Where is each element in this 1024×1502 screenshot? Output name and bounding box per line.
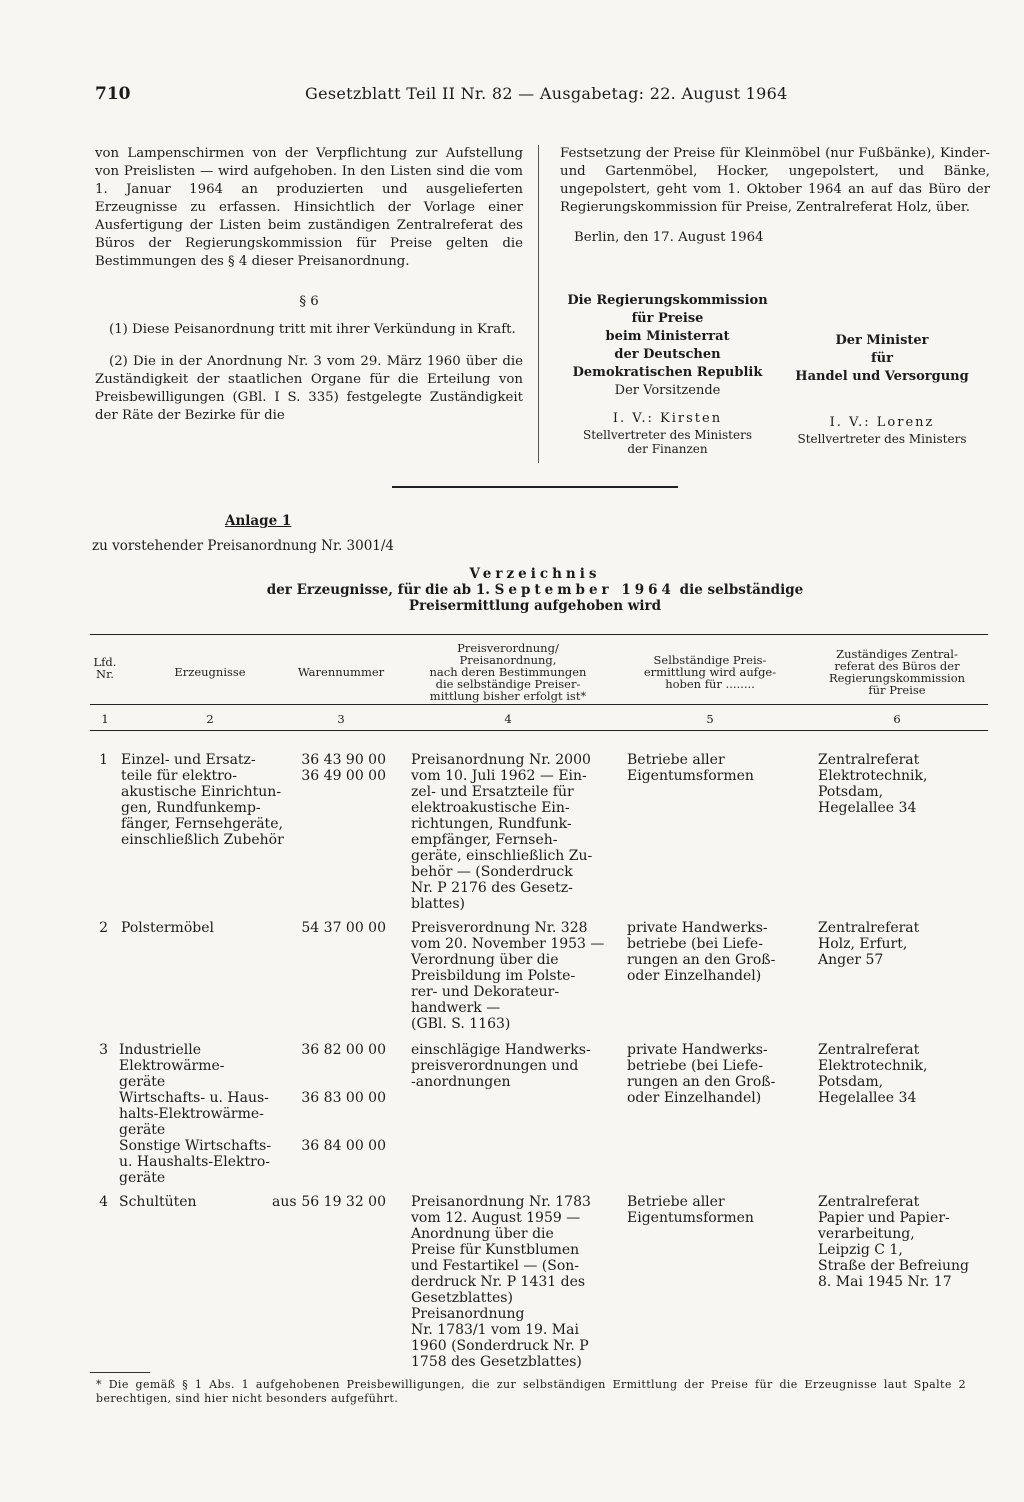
row-3-zu-4: Hegelallee 34 (818, 1090, 917, 1106)
row-4-zu-5: Straße der Befreiung (818, 1258, 969, 1274)
row-3-wn-3: 36 84 00 00 (301, 1138, 386, 1154)
sig-left-org-1: Die Regierungskommission (567, 293, 768, 308)
row-1-pv-1: Preisanordnung Nr. 2000 (411, 752, 591, 768)
row-3-nr: 3 (99, 1042, 108, 1058)
row-4-zu-4: Leipzig C 1, (818, 1242, 903, 1258)
annex-title-line-2b: September 1964 (494, 582, 675, 598)
row-3-zustaendig (818, 1042, 988, 1106)
row-2-zu-1: Zentralreferat (818, 920, 920, 936)
row-2-pv-4: Preisbildung im Polste- (411, 968, 576, 984)
row-3-zu-3: Potsdam, (818, 1074, 884, 1090)
th-pv-3: nach deren Bestimmungen (429, 665, 587, 679)
place-date: Berlin, den 17. August 1964 (574, 230, 764, 245)
row-4-pv-11: 1758 des Gesetzblattes) (411, 1354, 582, 1370)
annex-title-line-1: Verzeichnis (469, 566, 601, 582)
row-2-sel-3: rungen an den Groß- (627, 952, 776, 968)
sig-right-org-1: Der Minister (835, 333, 929, 348)
table-header-rule (90, 704, 988, 705)
row-4-preisverordnung (411, 1194, 611, 1370)
row-4-pv-8: Preisanordnung (411, 1306, 525, 1322)
row-3-erz-9: geräte (119, 1170, 166, 1186)
row-2-pv-1: Preisverordnung Nr. 328 (411, 920, 588, 936)
row-3-warennummer (296, 1042, 386, 1154)
col-num-4: 4 (504, 712, 512, 726)
left-paragraph-1: von Lampenschirmen von der Verpflichtung zur Aufstellung von Preislisten — wird aufgehoben. In den Listen sind die vom 1. Januar 1964 an produzierten und ausgelieferten Erzeugnisse zu erfassen. Hinsichtlich der Vorlage einer Ausfertigung der Listen beim zuständigen Zentralreferat des Büros der Regierungskommission für Preise gelten die Bestimmungen des § 4 dieser Preisanordnung. (95, 146, 523, 269)
col-num-2: 2 (206, 712, 214, 726)
signature-block (560, 292, 990, 467)
row-3-sel-1: private Handwerks- (627, 1042, 768, 1058)
sig-left-org-4: der Deutschen (614, 347, 721, 362)
th-zu-1: Zuständiges Zentral- (836, 647, 958, 661)
col-num-6: 6 (893, 712, 901, 726)
row-4-zu-3: verarbeitung, (818, 1226, 915, 1242)
th-pv-5: mittlung bisher erfolgt ist* (429, 689, 587, 703)
col-num-5: 5 (706, 712, 714, 726)
th-pv-2: Preisanordnung, (459, 653, 557, 667)
row-1-erz-2: teile für elektro- (121, 768, 237, 784)
col-num-3: 3 (337, 712, 345, 726)
header-title: Gesetzblatt Teil II Nr. 82 — Ausgabetag: 22. August 1964 (305, 84, 788, 103)
sig-left-org-5: Demokratischen Republik (572, 365, 763, 380)
sig-right-title: Stellvertreter des Ministers (797, 432, 967, 446)
row-3-wn-spacer-2 (296, 1106, 386, 1138)
row-3-pv-3: -anordnungen (411, 1074, 511, 1090)
row-1-selbstaendige (627, 752, 807, 784)
row-3-pv-2: preisverordnungen und (411, 1058, 579, 1074)
row-4-zu-2: Papier und Papier- (818, 1210, 950, 1226)
row-3-wn-2: 36 83 00 00 (301, 1090, 386, 1106)
row-4-erzeugnisse: Schultüten (119, 1194, 197, 1210)
row-4-warennummer-prefix: aus (272, 1194, 297, 1210)
row-1-erz-1: Einzel- und Ersatz- (121, 752, 256, 768)
sig-left-org-2: für Preise (631, 311, 704, 326)
th-zustaendig (812, 648, 982, 696)
row-2-sel-2: betriebe (bei Liefe- (627, 936, 763, 952)
row-1-erz-4: gen, Rundfunkemp- (121, 800, 261, 816)
row-4-pv-4: Preise für Kunstblumen (411, 1242, 580, 1258)
th-warennummer: Warennummer (297, 665, 385, 679)
row-1-zu-1: Zentralreferat (818, 752, 920, 768)
row-1-pv-5: richtungen, Rundfunk- (411, 816, 572, 832)
sig-left-role: Der Vorsitzende (614, 383, 721, 398)
row-1-pv-9: Nr. P 2176 des Gesetz- (411, 880, 573, 896)
row-2-pv-6: handwerk — (411, 1000, 501, 1016)
th-zu-3: Regierungskommission (828, 671, 966, 685)
sig-right-org-2: für (871, 351, 893, 366)
row-1-erz-5: fänger, Fernsehgeräte, (121, 816, 283, 832)
row-1-pv-8: behör — (Sonderdruck (411, 864, 573, 880)
row-2-nr: 2 (99, 920, 108, 936)
row-1-preisverordnung (411, 752, 611, 912)
th-lfd-1: Lfd. (93, 655, 117, 669)
row-4-sel-2: Eigentumsformen (627, 1210, 754, 1226)
th-pv-1: Preisverordnung/ (457, 641, 559, 655)
row-3-erz-6: geräte (119, 1122, 166, 1138)
annex-title-line-2 (200, 582, 870, 598)
row-4-pv-1: Preisanordnung Nr. 1783 (411, 1194, 591, 1210)
th-lfd (90, 656, 120, 680)
th-selbstaendige (620, 654, 800, 690)
footnote: * Die gemäß § 1 Abs. 1 aufgehobenen Preisbewilligungen, die zur selbständigen Ermittlung der Preise für die Erzeugnisse laut Spalte 2 berechtigen, sind hier nicht besonders aufgeführt. (96, 1378, 966, 1405)
row-4-pv-3: Anordnung über die (411, 1226, 554, 1242)
row-3-wn-spacer-1 (296, 1058, 386, 1090)
row-3-erz-8: u. Haushalts-Elektro- (119, 1154, 270, 1170)
row-2-pv-7: (GBl. S. 1163) (411, 1016, 511, 1032)
th-erzeugnisse: Erzeugnisse (174, 665, 246, 679)
row-3-selbstaendige (627, 1042, 807, 1106)
annex-title-line-3: Preisermittlung aufgehoben wird (408, 598, 662, 614)
annex-label: Anlage 1 (225, 513, 292, 529)
row-3-zu-1: Zentralreferat (818, 1042, 920, 1058)
th-sel-1: Selbständige Preis- (653, 653, 767, 667)
sig-right-org-3: Handel und Versorgung (795, 369, 969, 384)
footnote-rule (90, 1372, 150, 1373)
row-1-erz-6: einschließlich Zubehör (121, 832, 284, 848)
row-3-sel-4: oder Einzelhandel) (627, 1090, 762, 1106)
signature-right (782, 332, 982, 446)
row-3-sel-2: betriebe (bei Liefe- (627, 1058, 763, 1074)
row-1-sel-1: Betriebe aller (627, 752, 725, 768)
row-1-wn-1: 36 43 90 00 (301, 752, 386, 768)
th-zu-4: für Preise (868, 683, 926, 697)
row-2-zu-3: Anger 57 (818, 952, 884, 968)
row-1-erzeugnisse (121, 752, 301, 848)
row-2-pv-5: rer- und Dekorateur- (411, 984, 560, 1000)
th-lfd-2: Nr. (96, 667, 114, 681)
row-3-erz-5: halts-Elektrowärme- (119, 1106, 264, 1122)
row-4-nr: 4 (99, 1194, 108, 1210)
sig-right-signer: I. V.: Lorenz (829, 415, 935, 430)
left-paragraph-2: (1) Diese Peisanordnung tritt mit ihrer Verkündung in Kraft. (109, 322, 516, 337)
row-2-selbstaendige (627, 920, 807, 984)
row-2-zustaendig (818, 920, 988, 968)
sig-left-title-2: der Finanzen (627, 442, 708, 456)
row-4-zu-6: 8. Mai 1945 Nr. 17 (818, 1274, 952, 1290)
row-1-pv-6: empfänger, Fernseh- (411, 832, 558, 848)
row-1-sel-2: Eigentumsformen (627, 768, 754, 784)
row-3-sel-3: rungen an den Groß- (627, 1074, 776, 1090)
row-2-zu-2: Holz, Erfurt, (818, 936, 908, 952)
right-paragraph-1: Festsetzung der Preise für Kleinmöbel (nur Fußbänke), Kinder- und Gartenmöbel, Hocker, ungepolstert, und Bänke, ungepolstert, geht vom 1. Oktober 1964 an auf das Büro der Regierungskommission für Preise, Zentralreferat Holz, über. (560, 146, 990, 215)
row-1-pv-4: elektroakustische Ein- (411, 800, 570, 816)
page-header (95, 84, 925, 108)
row-1-wn-2: 36 49 00 00 (301, 768, 386, 784)
row-2-warennummer: 54 37 00 00 (301, 920, 386, 936)
row-1-pv-7: geräte, einschließlich Zu- (411, 848, 593, 864)
th-zu-2: referat des Büros der (834, 659, 960, 673)
th-sel-3: hoben für ........ (665, 677, 755, 691)
row-2-erzeugnisse: Polstermöbel (121, 920, 214, 936)
table-colnum-rule (90, 730, 988, 731)
th-pv-4: die selbständige Preiser- (435, 677, 581, 691)
row-3-erz-4: Wirtschafts- u. Haus- (119, 1090, 269, 1106)
row-4-pv-9: Nr. 1783/1 vom 19. Mai (411, 1322, 579, 1338)
row-3-erzeugnisse (119, 1042, 299, 1186)
table-top-rule (90, 634, 988, 635)
row-4-pv-10: 1960 (Sonderdruck Nr. P (411, 1338, 589, 1354)
row-1-zu-4: Hegelallee 34 (818, 800, 917, 816)
column-divider (538, 145, 539, 463)
row-3-pv-1: einschlägige Handwerks- (411, 1042, 591, 1058)
row-3-erz-3: geräte (119, 1074, 166, 1090)
signature-left (560, 292, 775, 456)
row-1-zu-2: Elektrotechnik, (818, 768, 928, 784)
row-3-wn-1: 36 82 00 00 (301, 1042, 386, 1058)
row-3-preisverordnung (411, 1042, 611, 1090)
annex-subtitle: zu vorstehender Preisanordnung Nr. 3001/4 (92, 538, 395, 554)
row-4-pv-6: derdruck Nr. P 1431 des (411, 1274, 586, 1290)
row-4-warennummer: 56 19 32 00 (301, 1194, 386, 1210)
row-1-zustaendig (818, 752, 988, 816)
page-number: 710 (95, 84, 131, 104)
sig-left-org-3: beim Ministerrat (605, 329, 730, 344)
row-4-selbstaendige (627, 1194, 807, 1226)
row-3-erz-7: Sonstige Wirtschafts- (119, 1138, 272, 1154)
row-2-sel-4: oder Einzelhandel) (627, 968, 762, 984)
sig-left-title-1: Stellvertreter des Ministers (583, 428, 752, 442)
separator-rule (392, 486, 678, 488)
annex-title-line-2c: die selbständige (679, 582, 804, 598)
row-4-pv-5: und Festartikel — (Son- (411, 1258, 580, 1274)
section-heading: § 6 (299, 294, 319, 309)
row-2-pv-2: vom 20. November 1953 — (411, 936, 605, 952)
row-2-sel-1: private Handwerks- (627, 920, 768, 936)
th-preisverordnung (408, 642, 608, 702)
th-sel-2: ermittlung wird aufge- (643, 665, 777, 679)
row-1-pv-2: vom 10. Juli 1962 — Ein- (411, 768, 587, 784)
row-1-zu-3: Potsdam, (818, 784, 884, 800)
annex-table (90, 634, 988, 1394)
row-3-zu-2: Elektrotechnik, (818, 1058, 928, 1074)
row-4-sel-1: Betriebe aller (627, 1194, 725, 1210)
row-1-warennummer (296, 752, 386, 784)
row-3-erz-2: Elektrowärme- (119, 1058, 225, 1074)
row-4-pv-7: Gesetzblattes) (411, 1290, 513, 1306)
left-paragraph-3: (2) Die in der Anordnung Nr. 3 vom 29. März 1960 über die Zuständigkeit der staatlichen Organe für die Erteilung von Preisbewilligungen (GBl. I S. 335) festgelegte Zuständigkeit der Räte der Bezirke für die (95, 354, 523, 423)
annex-title (200, 566, 870, 614)
left-column (95, 145, 523, 425)
row-4-pv-2: vom 12. August 1959 — (411, 1210, 581, 1226)
row-1-pv-10: blattes) (411, 896, 465, 912)
row-2-pv-3: Verordnung über die (411, 952, 559, 968)
row-1-pv-3: zel- und Ersatzteile für (411, 784, 574, 800)
sig-left-signer: I. V.: Kirsten (612, 411, 723, 426)
col-num-1: 1 (101, 712, 109, 726)
row-1-nr: 1 (99, 752, 108, 768)
row-4-zu-1: Zentralreferat (818, 1194, 920, 1210)
right-column (560, 145, 990, 247)
row-1-erz-3: akustische Einrichtun- (121, 784, 282, 800)
row-2-preisverordnung (411, 920, 611, 1032)
row-4-zustaendig (818, 1194, 988, 1290)
annex-title-line-2a: der Erzeugnisse, für die ab 1. (266, 582, 490, 598)
row-3-erz-1: Industrielle (119, 1042, 202, 1058)
